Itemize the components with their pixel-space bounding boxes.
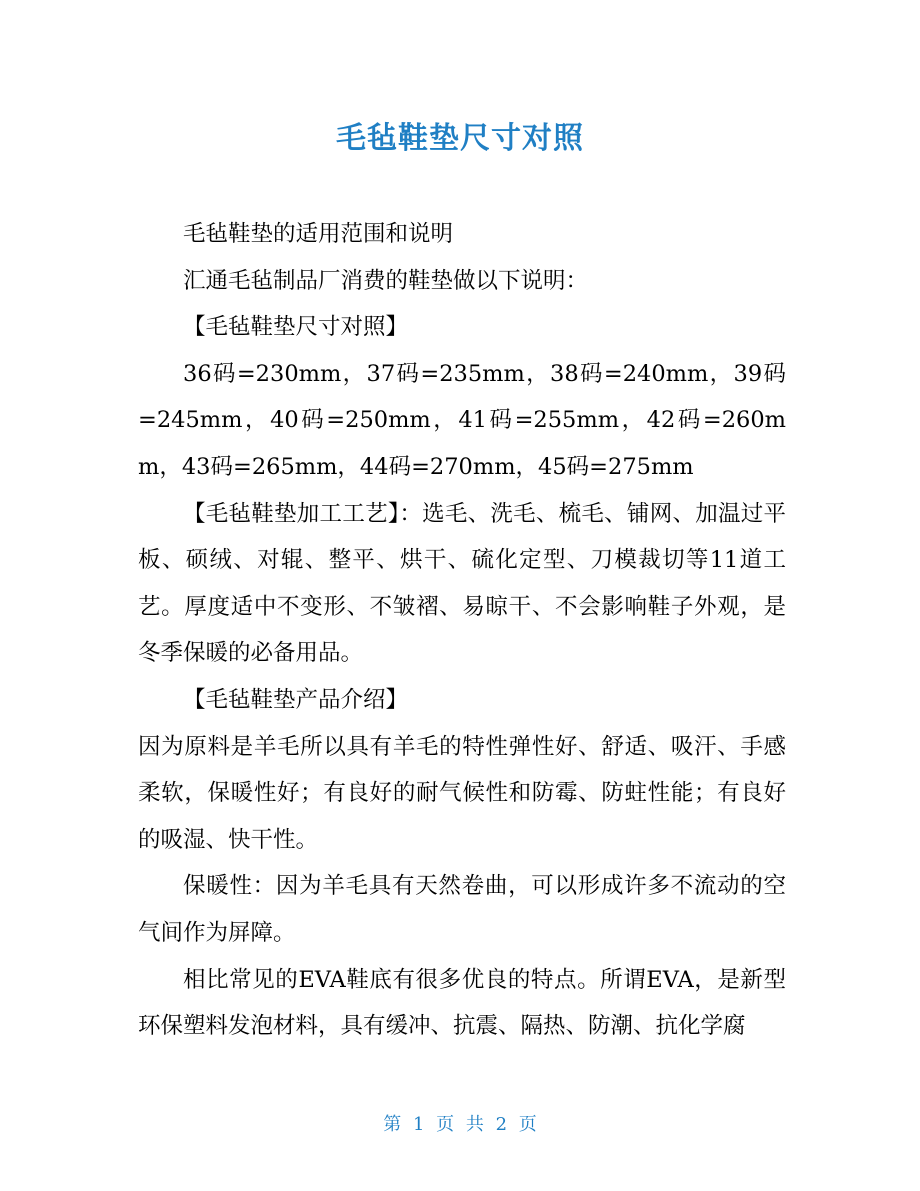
document-title: 毛毡鞋垫尺寸对照 [336,121,584,156]
paragraph-scope-heading: 毛毡鞋垫的适用范围和说明 [183,221,454,247]
paragraph-size-chart: 36码=230mm，37码=235mm，38码=240mm，39码=245mm，40码=250mm，41码=255mm，42码=260mm，43码=265mm，44码=270mm，45码=275mm [138,360,786,480]
paragraph-process: 【毛毡鞋垫加工工艺】：选毛、洗毛、梳毛、铺网、加温过平板、硕绒、对辊、整平、烘干、硫化定型、刀模裁切等11道工艺。厚度适中不变形、不皱褶、易晾干、不会影响鞋子外观，是冬季保暖的必备用品。 [138,500,786,667]
section-heading-size-chart: 【毛毡鞋垫尺寸对照】 [183,314,409,341]
section-heading-product-intro: 【毛毡鞋垫产品介绍】 [183,686,409,713]
paragraph-eva-comparison: 相比常见的EVA鞋底有很多优良的特点。所谓EVA，是新型环保塑料发泡材料，具有缓冲、抗震、隔热、防潮、抗化学腐 [138,966,786,1040]
paragraph-factory-intro: 汇通毛毡制品厂消费的鞋垫做以下说明： [183,267,589,294]
document-body [138,211,786,1050]
paragraph-wool-properties: 因为原料是羊毛所以具有羊毛的特性弹性好、舒适、吸汗、手感柔软，保暖性好；有良好的耐气候性和防霉、防蛀性能；有良好的吸湿、快干性。 [138,733,786,853]
page-number-footer: 第 1 页 共 2 页 [383,1114,537,1135]
paragraph-warmth: 保暖性：因为羊毛具有天然卷曲，可以形成许多不流动的空气间作为屏障。 [138,873,786,946]
